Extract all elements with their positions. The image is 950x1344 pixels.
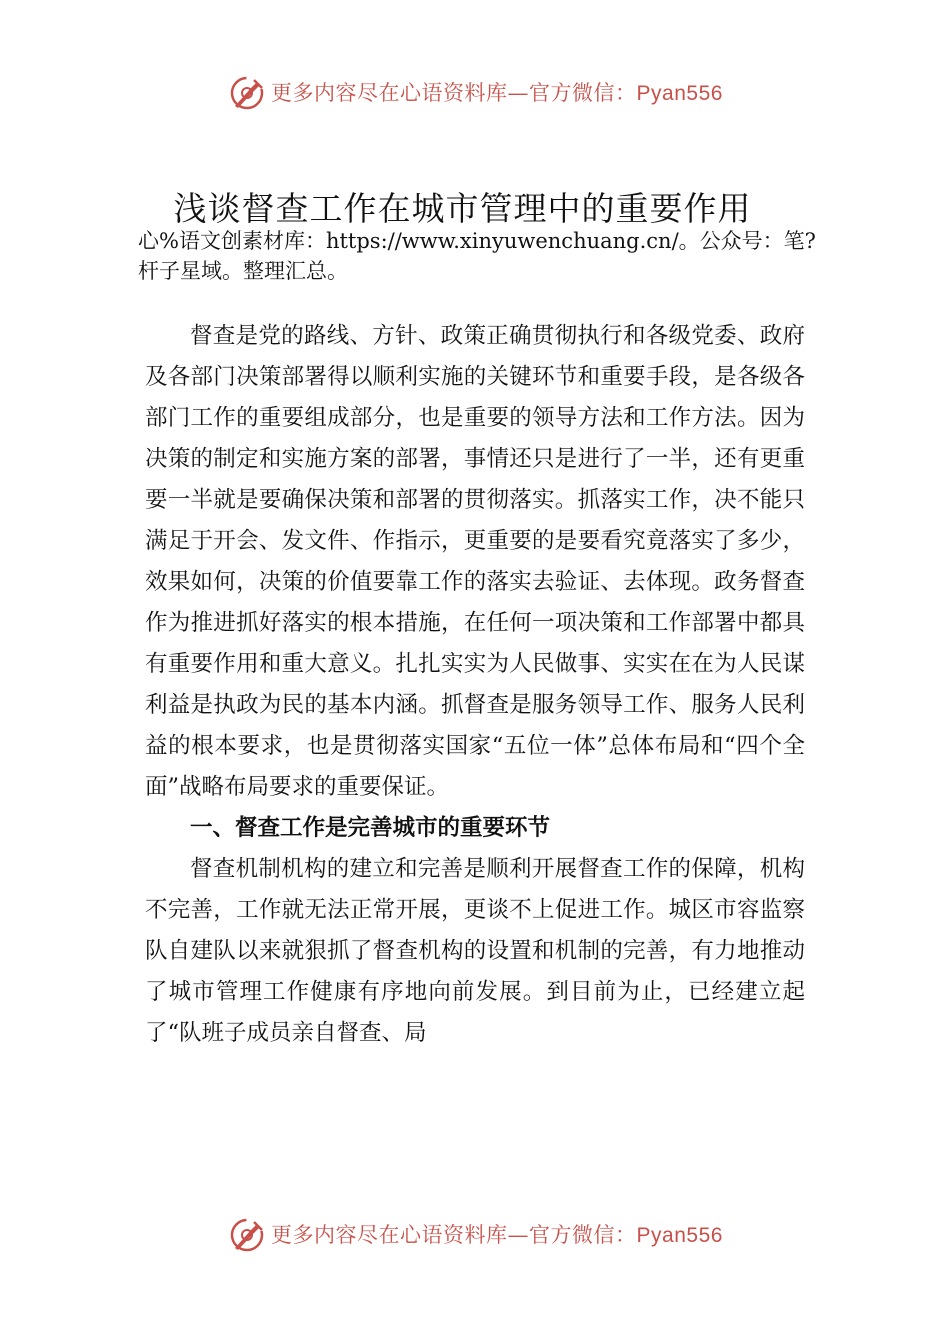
banner-text bbox=[271, 77, 723, 107]
banner-wechat-id: Pyan556 bbox=[636, 1224, 723, 1247]
banner-main: 更多内容尽在心语资料库 bbox=[271, 1223, 508, 1247]
paragraph: 督查是党的路线、方针、政策正确贯彻执行和各级党委、政府及各部门决策部署得以顺利实施的关键环节和重要手段，是各级各部门工作的重要组成部分，也是重要的领导方法和工作方法。因为决策的制定和实施方案的部署，事情还只是进行了一半，还有更重要一半就是要确保决策和部署的贯彻落实。抓落实工作，决不能只满足于开会、发文件、作指示，更重要的是要看究竟落实了多少，效果如何，决策的价值要靠工作的落实去验证、去体现。政务督查作为推进抓好落实的根本措施，在任何一项决策和工作部署中都具有重要作用和重大意义。扎扎实实为人民做事、实实在在为人民谋利益是执政为民的基本内涵。抓督查是服务领导工作、服务人民利益的根本要求，也是贯彻落实国家“五位一体”总体布局和“四个全面”战略布局要求的重要保证。 bbox=[145, 323, 805, 800]
banner-wechat-label: 官方微信： bbox=[529, 1223, 637, 1247]
logo-icon bbox=[227, 1214, 267, 1254]
banner-dash: — bbox=[507, 1223, 530, 1247]
banner-wechat-label: 官方微信： bbox=[529, 81, 637, 105]
header-banner bbox=[0, 70, 950, 114]
banner-wechat-id: Pyan556 bbox=[636, 82, 723, 105]
footer-banner bbox=[0, 1212, 950, 1256]
banner-main: 更多内容尽在心语资料库 bbox=[271, 81, 508, 105]
banner-text bbox=[271, 1219, 723, 1249]
document-body bbox=[145, 316, 805, 1054]
document-title: 浅谈督查工作在城市管理中的重要作用 bbox=[173, 189, 752, 228]
source-line: 心%语文创素材库：https://www.xinyuwenchuang.cn/。公众号：笔?杆子星域。整理汇总。 bbox=[138, 229, 816, 283]
paragraph: 督查机制机构的建立和完善是顺利开展督查工作的保障，机构不完善，工作就无法正常开展，更谈不上促进工作。城区市容监察队自建队以来就狠抓了督查机构的设置和机制的完善，有力地推动了城市管理工作健康有序地向前发展。到目前为止，已经建立起了“队班子成员亲自督查、局 bbox=[145, 856, 805, 1046]
banner-dash: — bbox=[507, 81, 530, 105]
logo-icon bbox=[227, 72, 267, 112]
section-heading: 一、督查工作是完善城市的重要环节 bbox=[190, 815, 551, 841]
